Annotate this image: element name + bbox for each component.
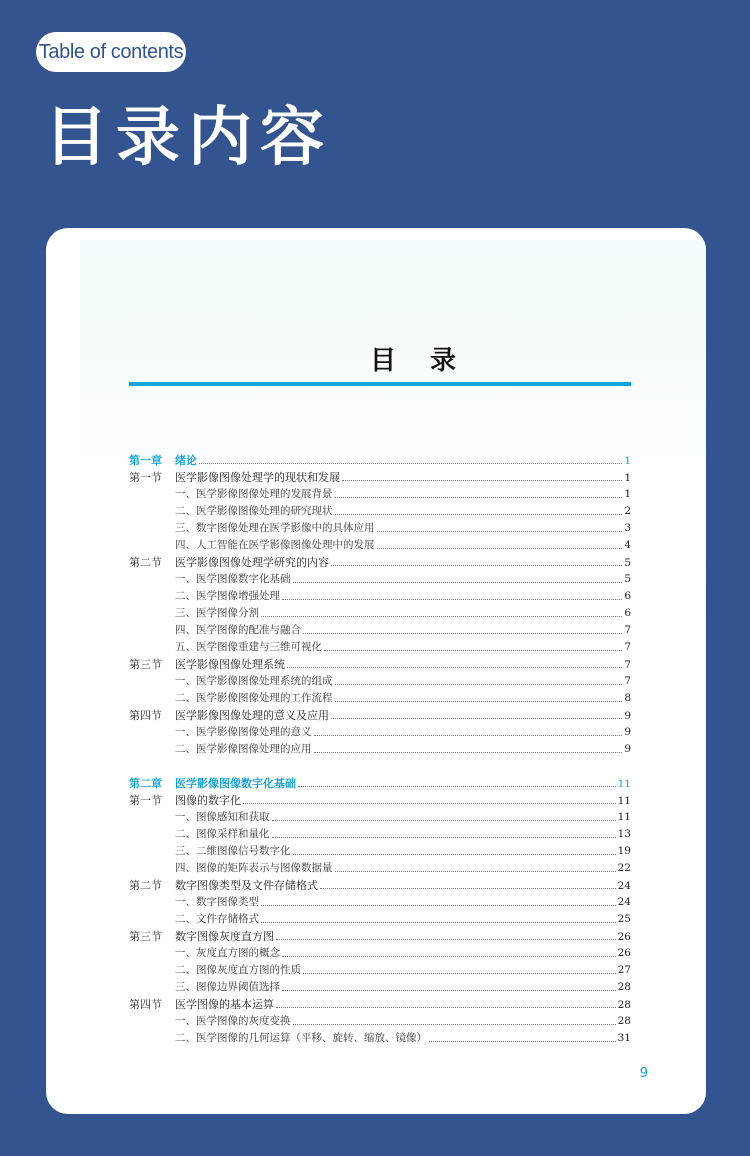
toc-entry-title: 一、医学图像的灰度变换 [175,1015,291,1027]
toc-page-number: 26 [617,947,631,959]
toc-subsection-row[interactable] [129,962,631,979]
toc-entry-title: 一、数字图像类型 [175,896,259,908]
toc-leader-dots [293,574,623,583]
toc-subsection-row[interactable] [129,843,631,860]
toc-subsection-row[interactable] [129,520,631,537]
toc-page-number: 9 [624,726,631,738]
toc-leader-dots [276,999,616,1008]
toc-leader-dots [429,1033,616,1042]
toc-page-number: 5 [624,573,631,585]
toc-subsection-row[interactable] [129,809,631,826]
toc-page-number: 6 [624,590,631,602]
toc-leader-dots [335,676,623,685]
toc-page-number: 26 [617,931,631,943]
toc-entry-title: 四、图像的矩阵表示与图像数据量 [175,862,333,874]
toc-entry-label [129,741,312,758]
toc-page-number: 22 [617,862,631,874]
toc-entry-label [129,962,301,979]
toc-entry-label [129,724,312,741]
toc-entry-label [129,809,270,826]
toc-leader-dots [335,693,623,702]
toc-entry-title: 医学影像图像处理学的现状和发展 [175,471,340,484]
toc-page-number: 31 [617,1032,631,1044]
toc-entry-label [129,894,259,911]
toc-leader-dots [342,472,622,481]
toc-section-row[interactable] [129,996,631,1013]
toc-leader-dots [293,846,616,855]
toc-page-number: 3 [624,522,631,534]
toc-entry-title: 数字图像类型及文件存储格式 [175,879,318,892]
toc-entry-title: 三、医学图像分割 [175,607,259,619]
toc-subsection-row[interactable] [129,622,631,639]
toc-subsection-row[interactable] [129,894,631,911]
toc-leader-dots [303,625,622,634]
toc-leader-dots [335,863,616,872]
toc-number-label: 第二节 [129,879,162,892]
toc-entry-title: 三、二维图像信号数字化 [175,845,291,857]
toc-leader-dots [287,659,622,668]
toc-entry-title: 医学影像图像处理学研究的内容 [175,556,329,569]
toc-entry-label [129,860,333,877]
toc-entry-title: 三、数字图像处理在医学影像中的具体应用 [175,522,375,534]
toc-leader-dots [377,540,623,549]
toc-leader-dots [261,608,622,617]
toc-page-number: 7 [624,659,631,671]
toc-entry-title: 医学影像图像处理系统 [175,658,285,671]
toc-leader-dots [320,880,616,889]
toc-section-row[interactable] [129,877,631,894]
toc-page-number: 28 [617,1015,631,1027]
toc-leader-dots [293,1016,616,1025]
toc-page-number: 7 [624,675,631,687]
toc-gap [129,758,631,775]
toc-leader-dots [324,642,622,651]
toc-leader-dots [282,982,616,991]
toc-entry-title: 一、图像感知和获取 [175,811,270,823]
toc-entry-title: 二、医学图像增强处理 [175,590,280,602]
toc-page-number: 13 [617,828,631,840]
toc-section-row[interactable] [129,792,631,809]
toc-page-number: 19 [617,845,631,857]
toc-subsection-row[interactable] [129,724,631,741]
toc-subsection-row[interactable] [129,1030,631,1047]
toc-leader-dots [261,897,616,906]
toc-entry-title: 四、医学图像的配准与融合 [175,624,301,636]
toc-subsection-row[interactable] [129,571,631,588]
toc-subsection-row[interactable] [129,860,631,877]
toc-entry-label [129,996,274,1013]
toc-entry-title: 医学图像的基本运算 [175,998,274,1011]
page-title: 目录内容 [44,101,332,175]
toc-entry-title: 医学影像图像数字化基础 [175,777,296,790]
toc-leader-dots [272,812,616,821]
toc-subsection-row[interactable] [129,690,631,707]
toc-page-number: 7 [624,641,631,653]
toc-page-number: 6 [624,607,631,619]
toc-page-number: 2 [624,505,631,517]
toc-entry-title: 二、文件存储格式 [175,913,259,925]
toc-leader-dots [282,948,616,957]
toc-subsection-row[interactable] [129,639,631,656]
toc-page-number: 11 [617,795,631,807]
toc-entry-label [129,588,280,605]
toc-number-label: 第三节 [129,658,162,671]
toc-number-label: 第四节 [129,709,162,722]
document-card [46,228,706,1114]
toc-entry-label [129,775,296,792]
toc-subsection-row[interactable] [129,1013,631,1030]
toc-entry-label [129,520,375,537]
toc-section-row[interactable] [129,554,631,571]
section-pill: Table of contents [36,32,186,72]
toc-page-number: 24 [617,896,631,908]
toc-page-number: 27 [617,964,631,976]
toc-chapter-row[interactable] [129,452,631,469]
toc-entry-title: 四、人工智能在医学影像图像处理中的发展 [175,539,375,551]
toc-page-number: 7 [624,624,631,636]
toc-entry-title: 二、医学影像图像处理的应用 [175,743,312,755]
toc-subsection-row[interactable] [129,673,631,690]
toc-heading: 目录 [369,346,490,376]
toc-entry-label [129,622,301,639]
toc-entry-label [129,656,285,673]
toc-entry-title: 医学影像图像处理的意义及应用 [175,709,329,722]
toc-page-number: 8 [624,692,631,704]
toc-section-row[interactable] [129,656,631,673]
toc-leader-dots [377,523,623,532]
book-page [80,240,706,1114]
toc-leader-dots [314,727,623,736]
toc-subsection-row[interactable] [129,741,631,758]
toc-leader-dots [199,455,622,464]
toc-entry-title: 五、医学图像重建与三维可视化 [175,641,322,653]
toc-page-number: 11 [617,811,631,823]
toc-entry-title: 二、医学图像的几何运算（平移、旋转、缩放、镜像） [175,1032,427,1044]
toc-leader-dots [314,744,623,753]
toc-number-label: 第四节 [129,998,162,1011]
toc-entry-title: 绪论 [175,454,197,467]
toc-number-label: 第一节 [129,471,162,484]
toc-page-number: 1 [624,488,631,500]
toc-leader-dots [331,557,622,566]
toc-list [129,452,631,1047]
toc-entry-label [129,537,375,554]
toc-entry-label [129,1013,291,1030]
toc-page-number: 28 [617,981,631,993]
toc-page-number: 11 [617,778,631,790]
toc-entry-label [129,707,329,724]
toc-entry-label [129,690,333,707]
toc-entry-label [129,503,333,520]
toc-leader-dots [272,829,616,838]
toc-entry-label [129,486,333,503]
toc-leader-dots [303,965,616,974]
toc-entry-label [129,826,270,843]
toc-entry-label [129,554,329,571]
toc-subsection-row[interactable] [129,503,631,520]
toc-subsection-row[interactable] [129,486,631,503]
toc-entry-title: 一、灰度直方图的概念 [175,947,280,959]
toc-leader-dots [282,591,622,600]
page-number: 9 [639,1066,648,1081]
toc-entry-label [129,928,274,945]
toc-entry-title: 二、图像灰度直方图的性质 [175,964,301,976]
toc-section-row[interactable] [129,707,631,724]
toc-entry-label [129,843,291,860]
toc-subsection-row[interactable] [129,537,631,554]
toc-chapter-row[interactable] [129,775,631,792]
toc-entry-label [129,945,280,962]
toc-entry-label [129,673,333,690]
heading-rule [129,382,631,386]
toc-subsection-row[interactable] [129,588,631,605]
toc-page-number: 25 [617,913,631,925]
toc-entry-title: 一、医学影像图像处理的意义 [175,726,312,738]
toc-number-label: 第一章 [129,454,162,467]
toc-entry-label [129,877,318,894]
toc-subsection-row[interactable] [129,979,631,996]
toc-entry-title: 图像的数字化 [175,794,241,807]
toc-page-number: 1 [624,472,631,484]
toc-leader-dots [261,914,616,923]
toc-entry-label [129,469,340,486]
toc-entry-label [129,979,280,996]
toc-entry-title: 一、医学图像数字化基础 [175,573,291,585]
toc-page-number: 9 [624,743,631,755]
toc-leader-dots [298,778,616,787]
toc-number-label: 第三节 [129,930,162,943]
toc-page-number: 24 [617,880,631,892]
toc-entry-label [129,911,259,928]
toc-entry-label [129,452,197,469]
toc-number-label: 第二节 [129,556,162,569]
toc-leader-dots [335,489,623,498]
toc-subsection-row[interactable] [129,911,631,928]
toc-entry-title: 一、医学影像图像处理的发展背景 [175,488,333,500]
toc-subsection-row[interactable] [129,826,631,843]
toc-page-number: 28 [617,999,631,1011]
toc-leader-dots [331,710,622,719]
toc-entry-title: 三、图像边界阈值选择 [175,981,280,993]
toc-leader-dots [335,506,623,515]
toc-entry-label [129,605,259,622]
toc-leader-dots [243,795,616,804]
toc-entry-label [129,792,241,809]
toc-page-number: 5 [624,557,631,569]
toc-entry-label [129,639,322,656]
toc-entry-title: 二、医学影像图像处理的研究现状 [175,505,333,517]
toc-entry-title: 数字图像灰度直方图 [175,930,274,943]
toc-section-row[interactable] [129,469,631,486]
toc-page-number: 9 [624,710,631,722]
toc-subsection-row[interactable] [129,945,631,962]
toc-section-row[interactable] [129,928,631,945]
toc-entry-label [129,1030,427,1047]
toc-leader-dots [276,931,616,940]
toc-entry-title: 一、医学影像图像处理系统的组成 [175,675,333,687]
toc-page-number: 1 [624,455,631,467]
toc-subsection-row[interactable] [129,605,631,622]
toc-number-label: 第二章 [129,777,162,790]
toc-entry-label [129,571,291,588]
toc-page-number: 4 [624,539,631,551]
toc-number-label: 第一节 [129,794,162,807]
toc-entry-title: 二、图像采样和量化 [175,828,270,840]
toc-entry-title: 二、医学影像图像处理的工作流程 [175,692,333,704]
